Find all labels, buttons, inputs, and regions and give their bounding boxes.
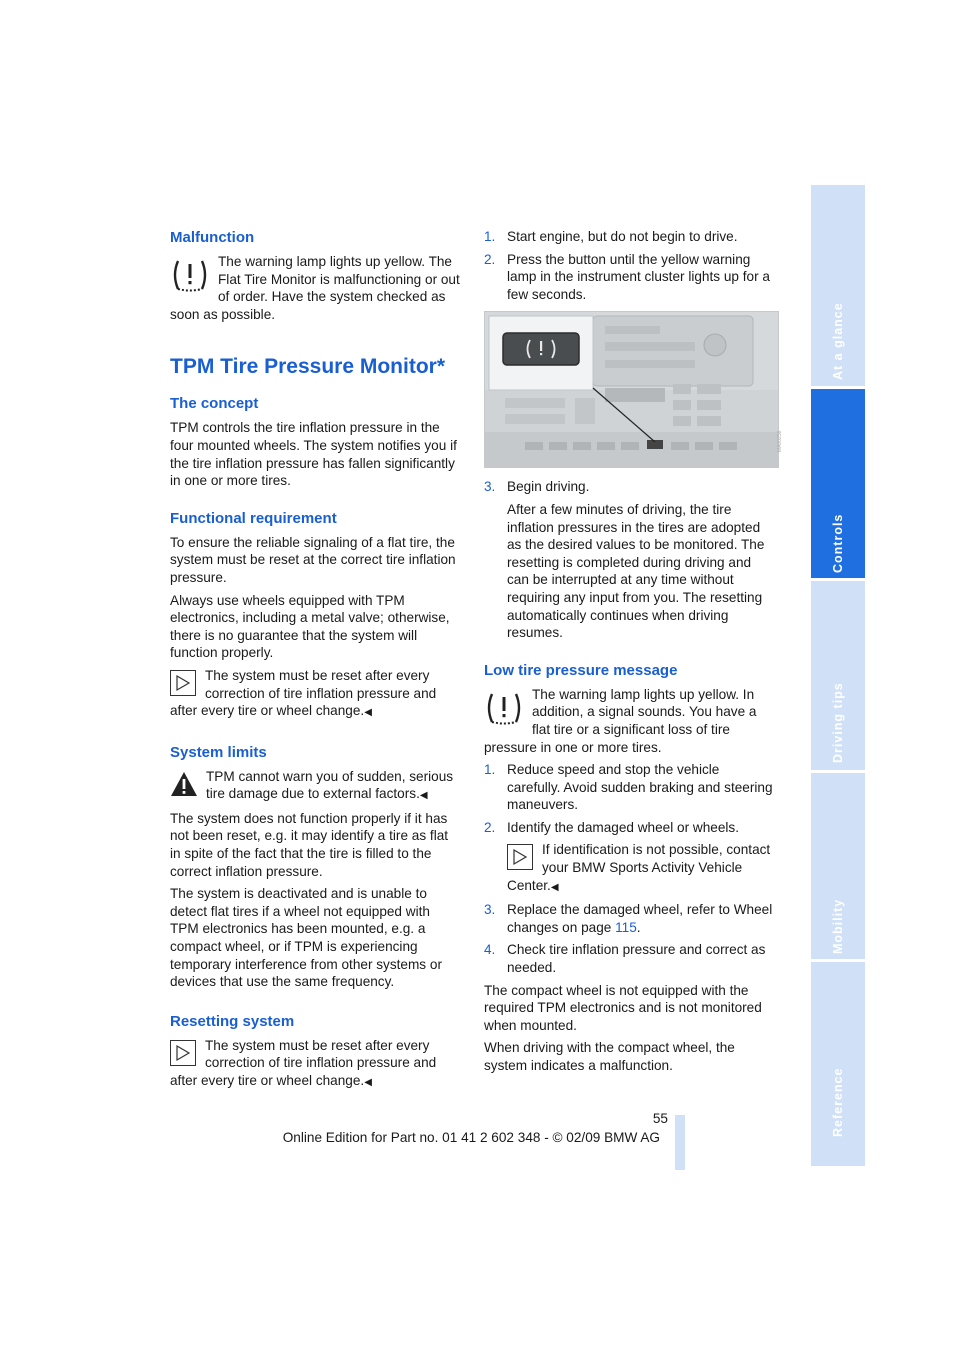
end-mark-icon: ◀ [550, 881, 559, 893]
svg-text:MA00258: MA00258 [777, 430, 783, 453]
system-limits-warning [170, 768, 462, 810]
functional-note-text: The system must be reset after every correction of tire inflation pressure and after every tire or wheel change. [170, 667, 437, 719]
end-mark-icon: ◀ [419, 790, 428, 802]
note-arrow-icon [507, 844, 533, 870]
compact-wheel-paragraph-2: When driving with the compact wheel, the system indicates a malfunction. [484, 1040, 735, 1073]
page-reference-link[interactable]: 115 [615, 919, 637, 935]
list-item: 3. Replace the damaged wheel, refer to Wheel changes on page 115. [484, 902, 773, 935]
sidebar-tab-label: At a glance [831, 302, 845, 380]
system-limits-heading: System limits [170, 743, 267, 761]
list-item: 2. Identify the damaged wheel or wheels. [484, 819, 739, 835]
tire-pressure-warning-icon [170, 255, 210, 295]
identification-note [484, 841, 776, 896]
resetting-note-text: The system must be reset after every correction of tire inflation pressure and after every tire or wheel change. [170, 1037, 437, 1088]
low-tire-pressure-text: The warning lamp lights up yellow. In addition, a signal sounds. You have a flat tire or a significant loss of tire pressure in one or more tires. [484, 686, 757, 755]
footer-accent-bar [675, 1115, 685, 1170]
malfunction-heading: Malfunction [170, 229, 255, 246]
tire-pressure-warning-icon [484, 688, 524, 728]
concept-heading: The concept [170, 395, 259, 413]
low-tire-pressure-block [484, 686, 776, 761]
sidebar-tab-label: Mobility [831, 898, 845, 954]
system-limits-paragraph-1: The system does not function properly if it has not been reset, e.g. it may identify a tire as flat in spite of the fact that the tire is filled to the correct inflation pressure. [170, 810, 449, 879]
page-number: 55 [652, 1111, 668, 1126]
sidebar-tab-label: Driving tips [831, 682, 845, 763]
right-column [484, 228, 783, 1080]
malfunction-text: The warning lamp lights up yellow. The Flat Tire Monitor is malfunctioning or out of order. Have the system checked as soon as possible. [170, 254, 460, 322]
list-item: 2. Press the button until the yellow warning lamp in the instrument cluster lights up for a few seconds. [484, 251, 770, 302]
list-item: 1. Reduce speed and stop the vehicle carefully. Avoid sudden braking and steering maneuvers. [484, 762, 773, 813]
compact-wheel-paragraph-1: The compact wheel is not equipped with the required TPM electronics and is not monitored when mounted. [484, 982, 762, 1033]
functional-paragraph-2: Always use wheels equipped with TPM electronics, including a metal valve; otherwise, there is no guarantee that the system will function properly. [170, 592, 450, 661]
low-pressure-steps-list-continued [484, 901, 776, 976]
dashboard-illustration-svg [485, 312, 783, 467]
step3-detail: After a few minutes of driving, the tire inflation pressures in the tires are adopted as the desired values to be monitored. The resetting is completed during driving and can be interrupted at any time without requiring any input from you. The resetting automatically continues when driving resumes. [507, 501, 765, 641]
footer-edition-text: Online Edition for Part no. 01 41 2 602 348 - © 02/09 BMW AG [282, 1130, 660, 1145]
system-limits-warning-text: TPM cannot warn you of sudden, serious tire damage due to external factors. [206, 768, 454, 802]
system-limits-paragraph-2: The system is deactivated and is unable to detect flat tires if a wheel not equipped with TPM electronics has been mounted, e.g. a compact wheel, or if TPM is experiencing temporary interference from other systems or devices that use the same frequency. [170, 886, 442, 990]
list-item: 4. Check tire inflation pressure and correct as needed. [484, 942, 766, 976]
end-mark-icon: ◀ [364, 1077, 372, 1088]
list-item: 3. Begin driving. [484, 479, 590, 495]
low-tire-pressure-heading: Low tire pressure message [484, 661, 678, 679]
resetting-system-heading: Resetting system [170, 1012, 295, 1030]
functional-requirement-heading: Functional requirement [170, 509, 337, 527]
begin-driving-list [484, 478, 776, 496]
left-column [170, 228, 462, 1097]
dashboard-reset-button-illustration [484, 311, 783, 468]
reset-steps-list [484, 228, 776, 303]
note-arrow-icon [170, 670, 196, 696]
sidebar-tab-label: Reference [831, 1067, 845, 1137]
list-item: 1. Start engine, but do not begin to drive. [484, 229, 738, 244]
resetting-note [170, 1037, 462, 1097]
functional-note [170, 667, 462, 727]
malfunction-block [170, 253, 462, 328]
page-title: TPM Tire Pressure Monitor* [170, 355, 446, 379]
note-arrow-icon [170, 1040, 196, 1066]
warning-triangle-icon [170, 770, 198, 798]
sidebar-tab-label: Controls [831, 513, 845, 573]
end-mark-icon: ◀ [364, 707, 372, 719]
identification-note-text: If identification is not possible, contact your BMW Sports Activity Vehicle Center. [507, 842, 771, 893]
low-pressure-steps-list [484, 761, 776, 836]
functional-paragraph-1: To ensure the reliable signaling of a flat tire, the system must be reset at the correct tire inflation pressure. [170, 534, 456, 585]
concept-text: TPM controls the tire inflation pressure in the four mounted wheels. The system notifies you if the tire inflation pressure has fallen significantly in one or more tires. [170, 420, 457, 489]
